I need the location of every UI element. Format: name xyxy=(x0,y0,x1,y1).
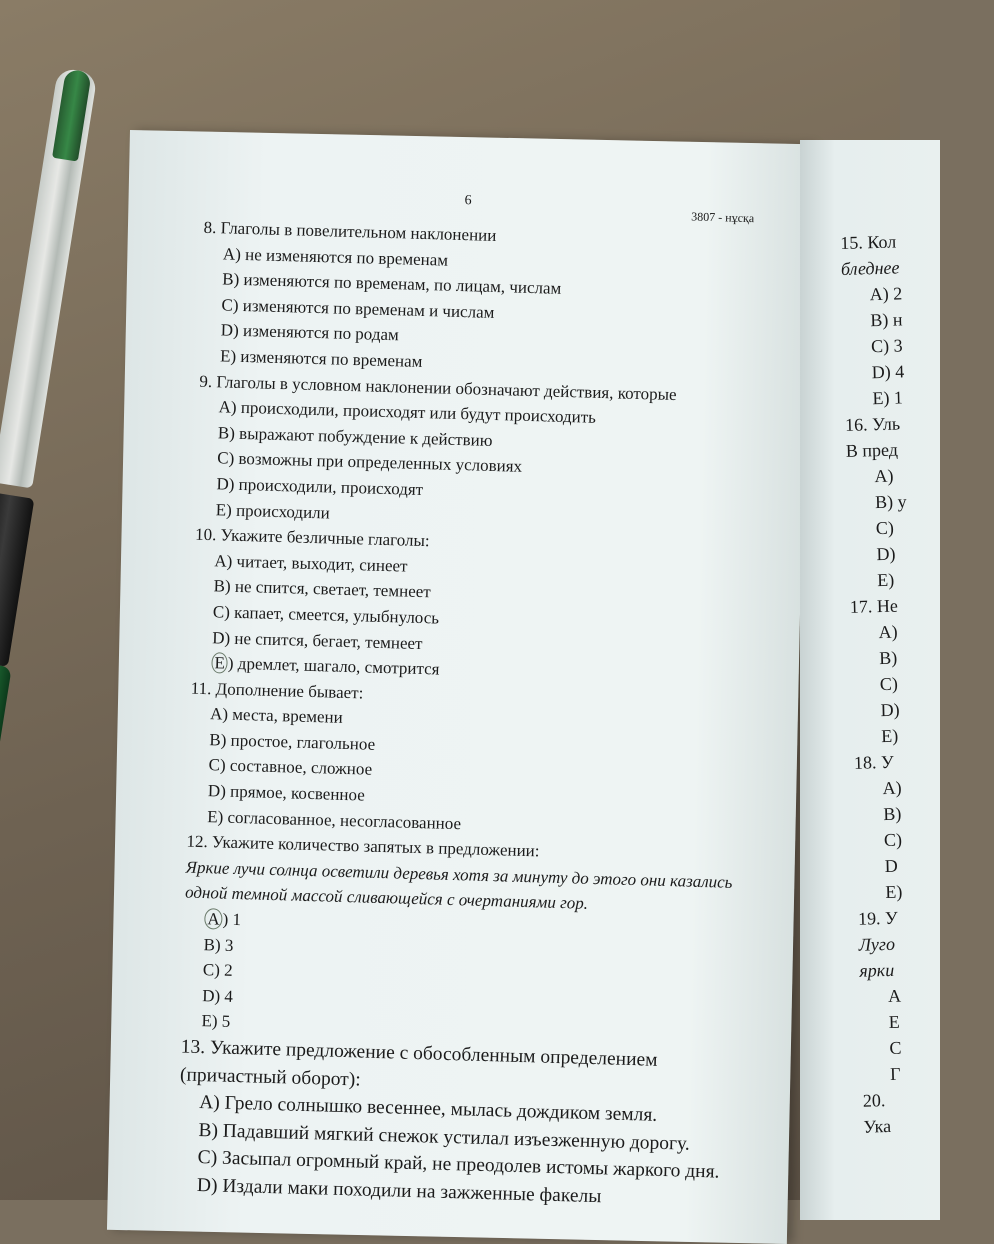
variant-code: 3807 - нұсқа xyxy=(691,209,755,226)
right-line: Ука xyxy=(863,1115,892,1137)
question-title: 11. Дополнение бывает: xyxy=(190,678,364,703)
answer-option-d[interactable]: D) происходили, происходят xyxy=(216,474,424,499)
right-line: бледнее xyxy=(840,257,900,279)
answer-option-d[interactable]: D) Издали маки походили на зажженные факелы xyxy=(196,1174,602,1207)
answer-option-c[interactable]: С) составное, сложное xyxy=(208,755,373,780)
answer-option-e-marked[interactable]: Е ) дремлет, шагало, смотрится xyxy=(191,650,761,691)
right-line: ярки xyxy=(859,959,895,981)
answer-option-b[interactable]: В) простое, глагольное xyxy=(209,730,376,754)
right-line: А) xyxy=(878,621,898,643)
question-title: 9. Глаголы в условном наклонении обозначают действия, которые xyxy=(199,371,677,404)
answer-option-b[interactable]: В) 3 xyxy=(203,934,234,955)
right-line: 15. Кол xyxy=(840,231,897,253)
answer-option-d[interactable]: D) не спится, бегает, темнеет xyxy=(211,627,423,653)
right-line: 18. У xyxy=(853,751,894,773)
right-line: В) н xyxy=(870,309,903,331)
answer-option-b[interactable]: В) не спится, светает, темнеет xyxy=(213,576,431,602)
right-line: С) xyxy=(879,673,899,695)
answer-option-c[interactable]: С) возможны при определенных условиях xyxy=(216,448,523,477)
answer-option-c[interactable]: С) капает, смеется, улыбнулось xyxy=(212,602,440,628)
answer-option-d[interactable]: D) прямое, косвенное xyxy=(207,781,366,805)
answer-option-d[interactable]: D) 4 xyxy=(201,985,234,1006)
answer-option-d[interactable]: D) изменяются по родам xyxy=(220,320,400,345)
answer-option-c[interactable]: С) 2 xyxy=(202,960,233,981)
answer-option-e[interactable]: Е) изменяются по временам xyxy=(219,346,423,371)
question-8 xyxy=(170,214,774,384)
question-title: 8. Глаголы в повелительном наклонении xyxy=(203,217,497,245)
right-line: Луго xyxy=(858,933,896,955)
right-page-content xyxy=(840,227,994,1140)
answer-option-b[interactable]: В) Падавший мягкий снежок устилал изъезженную дорогу. xyxy=(198,1119,691,1155)
circled-answer-letter: А xyxy=(204,908,223,930)
answer-option-a[interactable]: А) читает, выходит, синеет xyxy=(214,550,408,576)
right-line: 16. Уль xyxy=(844,413,901,435)
right-line: С) xyxy=(883,829,903,851)
right-line: В) у xyxy=(874,491,907,513)
answer-option-a[interactable]: А) не изменяются по временам xyxy=(222,243,449,270)
answer-option-a[interactable]: А) Грело солнышко весеннее, мылась дождиком земля. xyxy=(198,1092,658,1126)
right-line: В пред xyxy=(845,439,899,461)
right-line: Е xyxy=(888,1011,901,1032)
question-title: 10. Укажите безличные глаголы: xyxy=(194,524,430,551)
answer-option-a[interactable]: А) места, времени xyxy=(209,704,344,728)
page-number: 6 xyxy=(464,193,472,209)
right-line: С) 3 xyxy=(870,335,903,357)
question-10 xyxy=(161,521,765,691)
right-line: А xyxy=(887,985,902,1007)
right-line: С xyxy=(889,1037,902,1058)
answer-option-e[interactable]: Е) происходили xyxy=(215,499,331,522)
answer-option-e[interactable]: Е) согласованное, несогласованное xyxy=(206,806,462,833)
circled-answer-letter: Е xyxy=(211,652,228,673)
right-line: С) xyxy=(875,517,895,539)
question-sentence: Яркие лучи солнца осветили деревья хотя за минуту до этого они казались одной темной массой сливающейся с очертаниями гор. xyxy=(184,857,733,914)
answer-option-a-marked[interactable]: А ) 1 xyxy=(184,906,754,947)
right-line: А) 2 xyxy=(869,283,903,305)
right-line: А) xyxy=(882,777,902,799)
answer-option-b[interactable]: В) изменяются по временам, по лицам, числам xyxy=(221,269,562,299)
right-line: Г xyxy=(889,1063,901,1084)
right-line: Е) 1 xyxy=(872,387,904,409)
right-line: D) xyxy=(876,543,896,565)
right-page xyxy=(800,140,940,1220)
question-13 xyxy=(147,1033,751,1215)
right-line: В) xyxy=(883,803,902,825)
question-9 xyxy=(165,367,769,537)
answer-option-e[interactable]: Е) 5 xyxy=(201,1011,231,1032)
answer-option-c[interactable]: С) Засыпал огромный край, не преодолев истомы жаркого дня. xyxy=(197,1147,720,1183)
right-line: 17. Не xyxy=(849,595,899,617)
right-line: Е) xyxy=(876,569,895,591)
question-title: 12. Укажите количество запятых в предложении: xyxy=(186,831,540,861)
right-line: Е) xyxy=(885,881,903,903)
right-line: 20. xyxy=(862,1090,886,1111)
answer-option-a[interactable]: А) происходили, происходят или будут происходить xyxy=(218,397,597,427)
right-line: D) xyxy=(880,699,900,721)
right-line: D xyxy=(884,855,898,877)
right-line: D) 4 xyxy=(871,361,905,383)
right-line: А) xyxy=(874,465,894,487)
question-11 xyxy=(157,674,761,844)
right-line: В) xyxy=(878,647,898,669)
right-line: Е) xyxy=(881,725,899,747)
question-12 xyxy=(151,828,756,1049)
right-line: 19. У xyxy=(857,907,899,929)
question-title: 13. Укажите предложение с обособленным определением (причастный оборот): xyxy=(179,1036,658,1091)
answer-option-b[interactable]: В) выражают побуждение к действию xyxy=(217,423,493,450)
test-page-content xyxy=(147,180,775,1214)
answer-option-c[interactable]: С) изменяются по временам и числам xyxy=(221,295,495,322)
